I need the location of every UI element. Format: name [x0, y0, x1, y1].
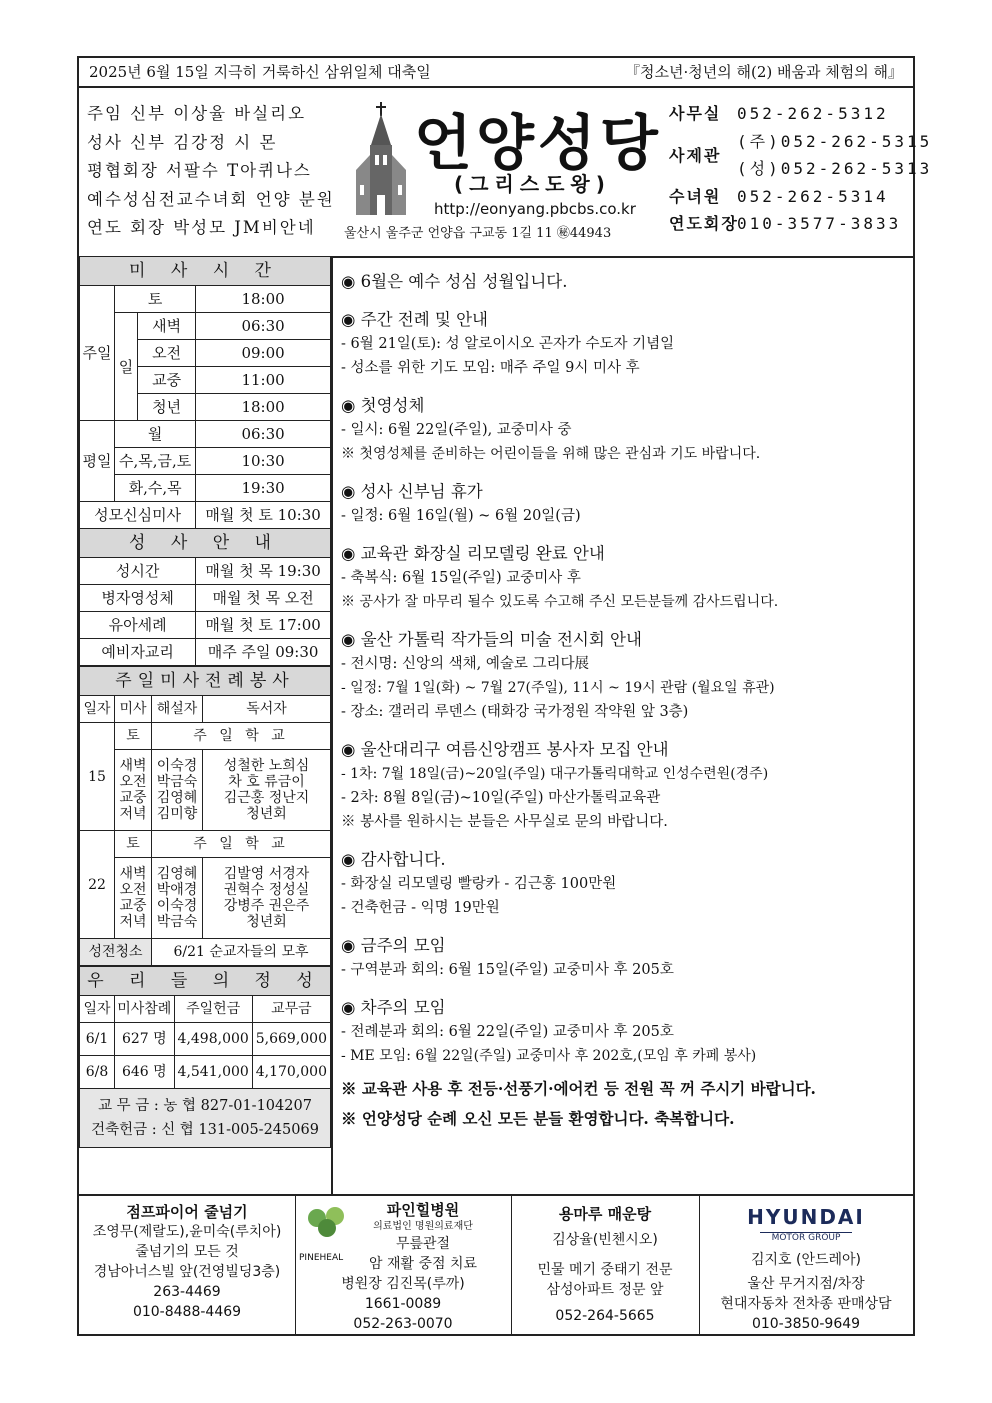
notice-item [341, 996, 913, 1068]
weekday-label: 평일 [80, 421, 115, 502]
notice-heading: ◉ 울산 가톨릭 작가들의 미술 전시회 안내 [341, 630, 642, 649]
offering-heading: 우 리 들 의 정 성 [80, 967, 331, 996]
sacrament-heading: 성 사 안 내 [80, 529, 331, 558]
contact-label: 수녀원 [669, 186, 722, 206]
service-day: 15 [80, 723, 115, 831]
mass-time: 18:00 [196, 286, 331, 313]
footer-note: ※ 언양성당 순례 오신 모든 분들 환영합니다. 축복합니다. [341, 1109, 735, 1128]
notice-line: - ME 모임: 6월 22일(주일) 교중미사 후 202호,(모임 후 카페 봉사) [341, 1048, 757, 1064]
ad-line: 263-4469 [153, 1284, 221, 1300]
contact-list [669, 100, 933, 238]
ad-line: 010-8488-4469 [132, 1304, 242, 1320]
notice-item [341, 628, 913, 724]
offering-table [79, 966, 331, 1148]
mass-name: 교중 [138, 367, 196, 394]
mass-time: 09:00 [196, 340, 331, 367]
service-col: 독서자 [203, 696, 331, 723]
mass-time: 19:30 [196, 475, 331, 502]
notice-line: - 전례분과 회의: 6월 22일(주일) 교중미사 후 205호 [341, 1024, 674, 1040]
offering-col: 미사참례 [115, 996, 175, 1023]
parish-logo [344, 96, 664, 246]
ad-line: 무릎관절 [395, 1236, 451, 1252]
service-masses: 새벽 오전 교중 저녁 [115, 750, 152, 831]
offering-attendance: 627 명 [115, 1023, 175, 1056]
contact-row [669, 183, 914, 211]
ad-pinehill [295, 1196, 512, 1336]
offering-tithe: 4,170,000 [252, 1056, 330, 1089]
ad-line: 의료법인 명원의료재단 [373, 1221, 473, 1232]
hyundai-logo: HYUNDAI [747, 1205, 865, 1229]
service-readers: 성철한 노희심 차 호 류금이 김근홍 정난지 청년회 [203, 750, 331, 831]
notice-line: - 일정: 6월 16일(월) ~ 6월 20일(금) [341, 508, 581, 524]
mass-time: 06:30 [196, 313, 331, 340]
masthead [79, 86, 933, 258]
mass-schedule-table [79, 256, 331, 666]
notice-line: - 구역분과 회의: 6월 15일(주일) 교중미사 후 205호 [341, 962, 674, 978]
service-table [79, 666, 331, 966]
service-masses: 새벽 오전 교중 저녁 [115, 858, 152, 939]
staff-list [87, 100, 342, 243]
notice-line: ※ 봉사를 원하시는 분들은 사무실로 문의 바랍니다. [341, 814, 668, 830]
notice-item [341, 542, 913, 614]
contact-row [669, 155, 933, 183]
notice-line: - 화장실 리모델링 빨랑카 - 김근홍 100만원 [341, 876, 617, 892]
notice-line: - 6월 21일(토): 성 알로이시오 곤자가 수도자 기념일 [341, 336, 675, 352]
parish-subtitle: (그리스도왕) [454, 172, 611, 196]
mass-name: 화,수,목 [115, 475, 196, 502]
contact-row [669, 100, 914, 128]
service-col: 일자 [80, 696, 115, 723]
mass-time: 06:30 [196, 421, 331, 448]
ad-line: 김상율(빈첸시오) [552, 1232, 658, 1248]
staff-line: 성사 신부 김강정 시 몬 [87, 132, 278, 152]
date-title: 2025년 6월 15일 지극히 거룩하신 삼위일체 대축일 [89, 63, 431, 81]
sacrament-time: 매주 주일 09:30 [196, 639, 331, 666]
service-commentators: 김영혜 박애경 이숙경 박금숙 [152, 858, 203, 939]
mass-time: 매월 첫 토 10:30 [196, 502, 331, 529]
contact-value: 010-3577-3833 [737, 214, 902, 233]
contact-value: (주)052-262-5315 [737, 131, 933, 151]
parish-title: 언양성당 [414, 109, 662, 179]
ad-title: 점프파이어 줄넘기 [126, 1203, 248, 1221]
mass-name: 월 [115, 421, 196, 448]
contact-value: 052-262-5312 [737, 104, 889, 123]
service-col: 해설자 [152, 696, 203, 723]
account-line: 교 무 금 : 농 협 827-01-104207 [98, 1098, 312, 1114]
offering-col: 주일헌금 [174, 996, 252, 1023]
sacrament-time: 매월 첫 목 19:30 [196, 558, 331, 585]
ad-line: 울산 무거지점/차장 [747, 1276, 865, 1292]
sacrament-time: 매월 첫 목 오전 [196, 585, 331, 612]
ad-line: 줄넘기의 모든 것 [135, 1244, 239, 1260]
sacrament-name: 병자영성체 [80, 585, 196, 612]
contact-row [669, 210, 914, 238]
church-icon [346, 100, 416, 220]
service-col: 미사 [115, 696, 152, 723]
ad-hyundai [699, 1196, 913, 1336]
hyundai-subtitle: MOTOR GROUP [760, 1232, 853, 1243]
mass-name: 성모신심미사 [80, 502, 196, 529]
notice-line: - 일정: 7월 1일(화) ~ 7월 27(주일), 11시 ~ 19시 관람 (월요일 휴관) [341, 680, 775, 696]
notice-line: - 1차: 7월 18일(금)~20일(주일) 대구가톨릭대학교 인성수련원(경주) [341, 766, 769, 782]
cleaning-value: 6/21 순교자들의 모후 [152, 939, 331, 966]
ad-line: 삼성아파트 정문 앞 [546, 1282, 664, 1298]
notice-heading: ◉ 금주의 모임 [341, 936, 446, 955]
offering-date: 6/8 [80, 1056, 115, 1089]
sacrament-name: 성시간 [80, 558, 196, 585]
offering-sunday: 4,541,000 [174, 1056, 252, 1089]
notice-line: - 건축헌금 - 익명 19만원 [341, 900, 500, 916]
staff-line: 주임 신부 이상율 바실리오 [87, 104, 307, 123]
service-heading: 주일미사전례봉사 [80, 667, 331, 696]
notice-heading: ◉ 울산대리구 여름신앙캠프 봉사자 모집 안내 [341, 740, 669, 759]
notice-item [341, 270, 913, 294]
notice-item [341, 738, 913, 834]
notices-column [331, 256, 913, 1194]
notice-item [341, 308, 913, 380]
ads-row [79, 1194, 913, 1336]
top-banner [79, 58, 913, 88]
mass-name: 새벽 [138, 313, 196, 340]
notice-line: ※ 공사가 잘 마무리 될수 있도록 수고해 주신 모든분들께 감사드립니다. [341, 594, 779, 610]
footer-notes [341, 1074, 913, 1134]
notice-item [341, 480, 913, 528]
ad-line: 김지호 (안드레아) [750, 1252, 862, 1268]
notice-heading: ◉ 감사합니다. [341, 850, 446, 869]
account-line: 건축헌금 : 신 협 131-005-245069 [91, 1122, 319, 1138]
mass-heading: 미 사 시 간 [80, 257, 331, 286]
contact-value: 052-262-5314 [737, 186, 889, 206]
offering-attendance: 646 명 [115, 1056, 175, 1089]
ad-yongmaru [511, 1196, 700, 1336]
notice-item [341, 394, 913, 466]
ad-line: 경남아너스빌 앞(건영빌딩3층) [93, 1264, 281, 1280]
ad-line: 민물 메기 중태기 전문 [537, 1262, 673, 1278]
bulletin-page [77, 56, 933, 1336]
ad-line: 조영무(제랄도),윤미숙(루치아) [92, 1224, 282, 1240]
notice-line: - 장소: 갤러리 루덴스 (태화강 국가정원 작약원 앞 3층) [341, 704, 689, 720]
ad-line: 암 재활 중점 치료 [368, 1256, 478, 1272]
notice-line: - 2차: 8월 8일(금)~10일(주일) 마산가톨릭교육관 [341, 790, 661, 806]
service-school: 주 일 학 교 [152, 831, 331, 858]
notice-line: - 축복식: 6월 15일(주일) 교중미사 후 [341, 570, 581, 586]
offering-col: 교무금 [252, 996, 330, 1023]
staff-line: 예수성심전교수녀회 언양 분원 [87, 189, 335, 209]
sacrament-time: 매월 첫 토 17:00 [196, 612, 331, 639]
parish-url[interactable]: http://eonyang.pbcbs.co.kr [434, 200, 636, 218]
ad-title: 파인힐병원 [386, 1201, 460, 1219]
account-box [80, 1089, 331, 1148]
notice-line: - 성소를 위한 기도 모임: 매주 주일 9시 미사 후 [341, 360, 640, 376]
service-sat: 토 [115, 831, 152, 858]
notice-item [341, 934, 913, 982]
ad-title: 용마루 매운탕 [558, 1205, 652, 1223]
mass-name: 오전 [138, 340, 196, 367]
contact-row [669, 128, 933, 165]
notice-heading: ◉ 교육관 화장실 리모델링 완료 안내 [341, 544, 605, 563]
ad-line: 현대자동차 전차종 판매상담 [720, 1296, 892, 1312]
notice-item [341, 848, 913, 920]
notice-heading: ◉ 차주의 모임 [341, 998, 446, 1017]
sacrament-name: 유아세례 [80, 612, 196, 639]
service-readers: 김발영 서경자 권혁수 정성실 강병주 권은주 청년회 [203, 858, 331, 939]
mass-name: 청년 [138, 394, 196, 421]
notice-heading: ◉ 첫영성체 [341, 396, 425, 415]
year-theme: 『청소년·청년의 해(2) 배움과 체험의 해』 [625, 63, 903, 81]
notice-heading: ◉ 성사 신부님 휴가 [341, 482, 483, 501]
ad-line: 010-3850-9649 [751, 1316, 861, 1332]
mass-time: 11:00 [196, 367, 331, 394]
mass-name: 수,목,금,토 [115, 448, 196, 475]
offering-col: 일자 [80, 996, 115, 1023]
service-school: 주 일 학 교 [152, 723, 331, 750]
ad-line: 052-264-5665 [555, 1308, 655, 1324]
ad-line: 052-263-0070 [353, 1316, 453, 1332]
service-sat: 토 [115, 723, 152, 750]
notice-line: ※ 첫영성체를 준비하는 어린이들을 위해 많은 관심과 기도 바랍니다. [341, 446, 761, 462]
contact-label: 사제관 [669, 145, 722, 165]
cleaning-label: 성전청소 [80, 939, 152, 966]
ad-line: 병원장 김진목(루까) [341, 1276, 465, 1292]
sunday-label: 주일 [80, 286, 115, 421]
ad-line: 1661-0089 [364, 1296, 442, 1312]
sacrament-name: 예비자교리 [80, 639, 196, 666]
staff-line: 평협회장 서팔수 T아퀴나스 [87, 161, 312, 180]
notice-line: - 일시: 6월 22일(주일), 교중미사 중 [341, 422, 572, 438]
parish-address: 울산시 울주군 언양읍 구교동 1길 11 ㊙44943 [344, 226, 612, 241]
notice-heading: ◉ 주간 전례 및 안내 [341, 310, 488, 329]
notice-line: - 전시명: 신앙의 색채, 예술로 그리다展 [341, 656, 590, 672]
mass-name: 토 [115, 286, 196, 313]
mass-time: 18:00 [196, 394, 331, 421]
service-commentators: 이숙경 박금숙 김영혜 김미향 [152, 750, 203, 831]
ad-jumpfire [79, 1196, 296, 1336]
contact-label: 사무실 [669, 104, 722, 123]
offering-date: 6/1 [80, 1023, 115, 1056]
offering-tithe: 5,669,000 [252, 1023, 330, 1056]
pineheal-logo-text: PINEHEAL [299, 1253, 344, 1263]
mass-time: 10:30 [196, 448, 331, 475]
contact-value: (성)052-262-5313 [737, 159, 933, 178]
service-day: 22 [80, 831, 115, 939]
staff-line: 연도 회장 박성모 JM비안네 [87, 218, 316, 237]
notice-heading: ◉ 6월은 예수 성심 성월입니다. [341, 272, 568, 291]
left-column [79, 256, 333, 1194]
offering-sunday: 4,498,000 [174, 1023, 252, 1056]
pineheal-logo-icon [301, 1204, 357, 1248]
footer-note: ※ 교육관 사용 후 전등·선풍기·에어컨 등 전원 꼭 꺼 주시기 바랍니다. [341, 1079, 816, 1098]
contact-label: 연도회장 [669, 214, 739, 233]
il-label: 일 [115, 313, 138, 421]
